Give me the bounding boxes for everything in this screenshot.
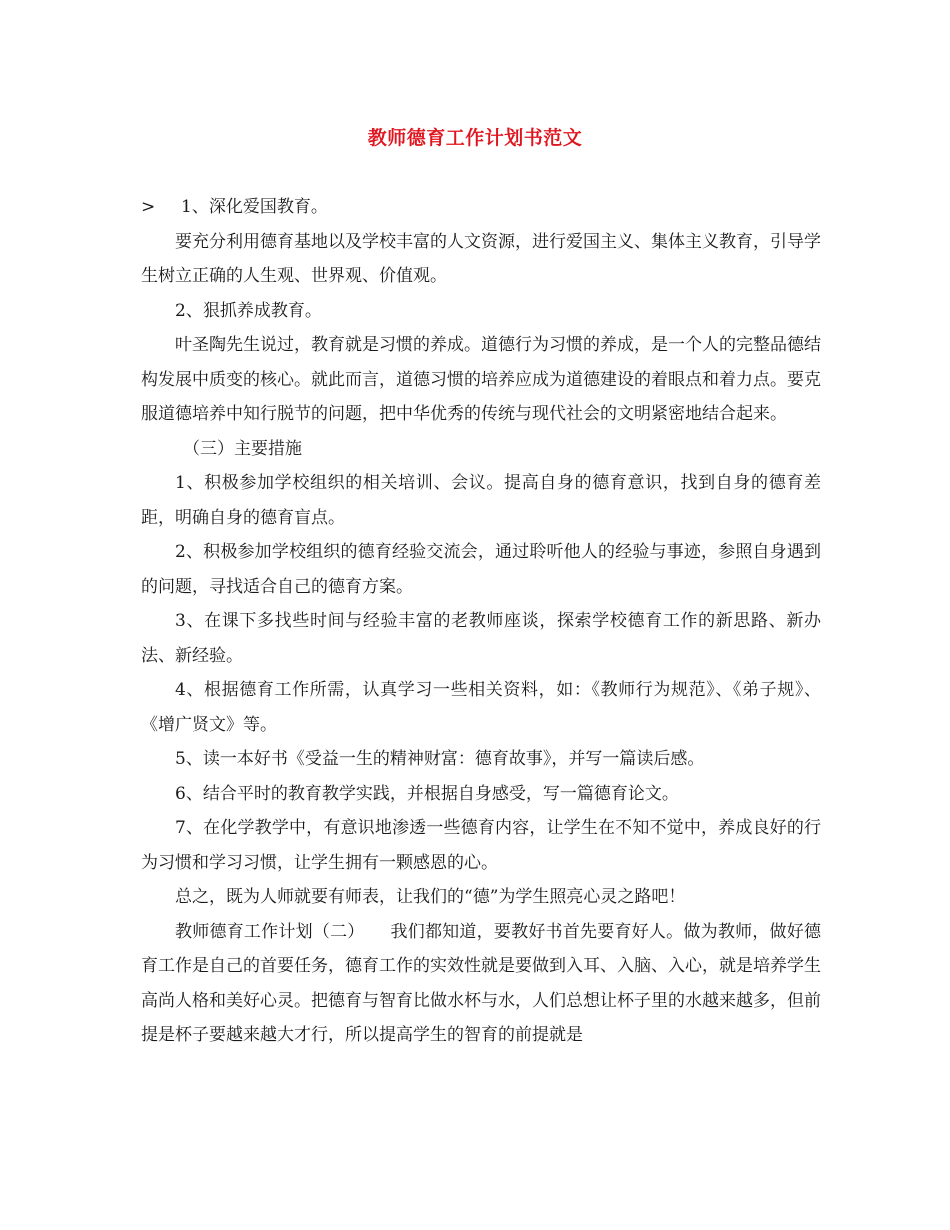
document-title: 教师德育工作计划书范文 bbox=[367, 127, 583, 149]
paragraph: 5、读一本好书《受益一生的精神财富：德育故事》，并写一篇读后感。 bbox=[175, 749, 705, 769]
paragraph: 2、积极参加学校组织的德育经验交流会，通过聆听他人的经验与事迹，参照自身遇到的问题，寻找适合自己的德育方案。 bbox=[141, 542, 821, 597]
paragraph: 3、在课下多找些时间与经验丰富的老教师座谈，探索学校德育工作的新思路、新办法、新经验。 bbox=[141, 611, 821, 666]
paragraph: 教师德育工作计划（二） 我们都知道，要教好书首先要育好人。做为教师，做好德育工作是自己的首要任务，德育工作的实效性就是要做到入耳、入脑、入心，就是培养学生高尚人格和美好心灵。把德育与智育比做水杯与水，人们总想让杯子里的水越来越多，但前提是杯子要越来越大才行，所以提高学生的智育的前提就是 bbox=[141, 921, 821, 1045]
paragraph-heading-1 bbox=[141, 190, 821, 225]
paragraph: 叶圣陶先生说过，教育就是习惯的养成。道德行为习惯的养成，是一个人的完整品德结构发展中质变的核心。就此而言，道德习惯的培养应成为道德建设的着眼点和着力点。要克服道德培养中知行脱节的问题，把中华优秀的传统与现代社会的文明紧密地结合起来。 bbox=[141, 335, 821, 424]
paragraph: 4、根据德育工作所需，认真学习一些相关资料，如：《教师行为规范》、《弟子规》、《增广贤文》等。 bbox=[141, 680, 821, 735]
section-heading: （三）主要措施 bbox=[183, 438, 302, 459]
document-body bbox=[141, 190, 821, 1053]
paragraph: 1、积极参加学校组织的相关培训、会议。提高自身的德育意识，找到自身的德育差距，明确自身的德育盲点。 bbox=[141, 473, 821, 528]
paragraph: 总之，既为人师就要有师表，让我们的“德”为学生照亮心灵之路吧！ bbox=[175, 887, 686, 907]
paragraph: 7、在化学教学中，有意识地渗透一些德育内容，让学生在不知不觉中，养成良好的行为习惯和学习习惯，让学生拥有一颗感恩的心。 bbox=[141, 818, 821, 873]
paragraph: 要充分利用德育基地以及学校丰富的人文资源，进行爱国主义、集体主义教育，引导学生树立正确的人生观、世界观、价值观。 bbox=[141, 231, 821, 286]
paragraph-text: 1、深化爱国教育。 bbox=[181, 197, 328, 217]
paragraph-heading-2: 2、狠抓养成教育。 bbox=[175, 300, 322, 321]
paragraph: 6、结合平时的教育教学实践，并根据自身感受，写一篇德育论文。 bbox=[175, 783, 679, 804]
bullet-marker: > bbox=[141, 197, 156, 217]
